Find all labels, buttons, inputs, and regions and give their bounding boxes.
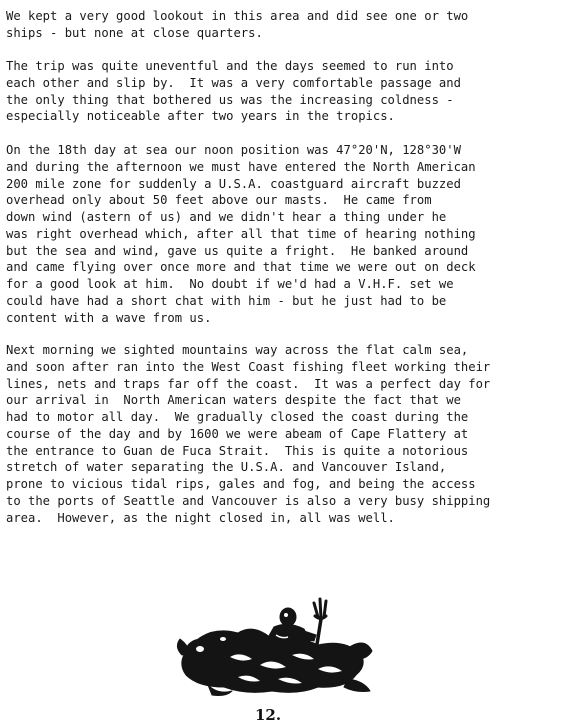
paragraph-uneventful-trip bbox=[6, 58, 562, 125]
paragraph-lookout bbox=[6, 8, 562, 42]
text-line: prone to vicious tidal rips, gales and fog, and being the access bbox=[6, 477, 476, 491]
text-line: area. However, as the night closed in, all was well. bbox=[6, 510, 395, 525]
text-line: could have had a short chat with him - but he just had to be bbox=[6, 293, 447, 308]
text-line: stretch of water separating the U.S.A. and Vancouver Island, bbox=[6, 460, 447, 475]
text-line: 200 mile zone for suddenly a U.S.A. coastguard aircraft buzzed bbox=[6, 176, 461, 191]
text-line: for a good look at him. No doubt if we'd had a V.H.F. set we bbox=[6, 277, 454, 291]
text-line: the entrance to Guan de Fuca Strait. This is quite a notorious bbox=[6, 443, 469, 458]
text-line: especially noticeable after two years in the tropics. bbox=[6, 109, 395, 124]
text-line: each other and slip by. It was a very comfortable passage and bbox=[6, 75, 461, 90]
paragraph-arrival-coast bbox=[6, 342, 562, 526]
text-line: was right overhead which, after all that time of hearing nothing bbox=[6, 226, 476, 241]
text-line: our arrival in North American waters despite the fact that we bbox=[6, 393, 461, 408]
text-line: and during the afternoon we must have entered the North American bbox=[6, 159, 476, 174]
text-line: content with a wave from us. bbox=[6, 310, 212, 325]
text-line: Next morning we sighted mountains way across the flat calm sea, bbox=[6, 343, 469, 357]
text-line: The trip was quite uneventful and the days seemed to run into bbox=[6, 59, 454, 73]
text-line: had to motor all day. We gradually closed the coast during the bbox=[6, 410, 469, 424]
text-line: We kept a very good lookout in this area and did see one or two bbox=[6, 9, 469, 23]
text-line: course of the day and by 1600 we were abeam of Cape Flattery at bbox=[6, 426, 469, 441]
text-line: to the ports of Seattle and Vancouver is also a very busy shipping bbox=[6, 493, 491, 508]
text-line: down wind (astern of us) and we didn't hear a thing under he bbox=[6, 210, 447, 224]
text-line: lines, nets and traps far off the coast. It was a perfect day for bbox=[6, 376, 491, 391]
text-line: the only thing that bothered us was the increasing coldness - bbox=[6, 92, 454, 107]
text-line: On the 18th day at sea our noon position was 47°20'N, 128°30'W bbox=[6, 143, 461, 157]
text-line: but the sea and wind, gave us quite a fright. He banked around bbox=[6, 243, 469, 258]
text-line: ships - but none at close quarters. bbox=[6, 25, 263, 40]
text-line: overhead only about 50 feet above our masts. He came from bbox=[6, 193, 432, 208]
paragraph-coastguard-aircraft bbox=[6, 142, 562, 326]
text-line: and came flying over once more and that time we were out on deck bbox=[6, 260, 476, 275]
page-number: 12. bbox=[255, 706, 282, 724]
neptune-sea-creature-illustration bbox=[168, 595, 378, 697]
text-line: and soon after ran into the West Coast fishing fleet working their bbox=[6, 359, 491, 374]
